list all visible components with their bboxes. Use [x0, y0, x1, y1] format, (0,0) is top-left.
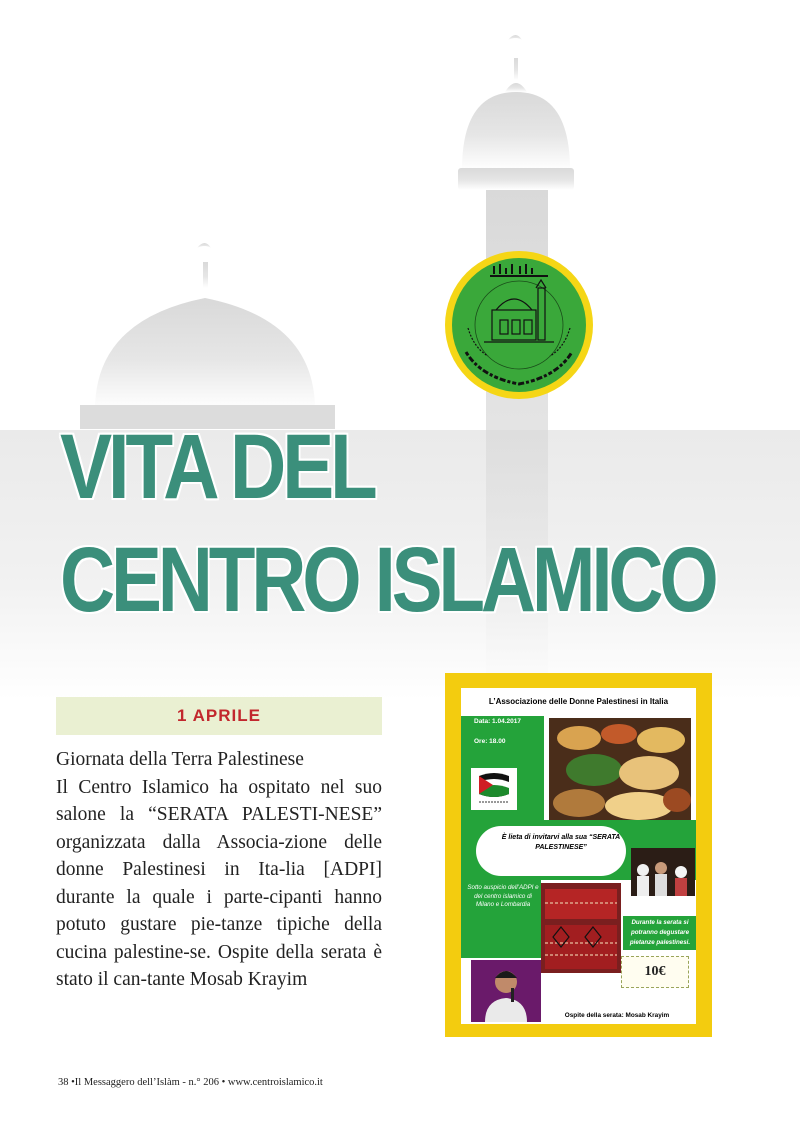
- embroidery-photo: [541, 883, 621, 973]
- poster-header: L’Associazione delle Donne Palestinesi in Italia: [488, 697, 669, 706]
- poster-date: Data: 1.04.2017: [474, 718, 521, 725]
- article-body: [56, 746, 382, 994]
- poster-price: 10€: [621, 956, 689, 988]
- poster-during: Durante la serata si potranno degustare pietanze palestinesi.: [623, 916, 696, 950]
- poster-sponsor: Sotto auspicio dell’ADPI e del centro islamico di Milano e Lombardia: [467, 884, 539, 908]
- poster-invite: È lieta di invitarvi alla sua “SERATA PALESTINESE”: [501, 834, 621, 851]
- singer-photo: [471, 960, 541, 1022]
- article-date: 1 APRILE: [56, 697, 382, 735]
- palestine-flag-icon: [471, 768, 517, 810]
- centro-islamico-logo: [444, 250, 594, 400]
- party-photo: [631, 848, 695, 896]
- food-photo: [549, 718, 691, 820]
- article-text: Il Centro Islamico ha ospitato nel suo salone la “SERATA PALESTI-NESE” organizzata dalla Associa-zione delle donne Palestinesi in Ita-lia [ADPI] durante la quale i parte-cipanti hanno potuto gustare pie-tanze tipiche della cucina palestine-se. Ospite della serata è stato il can-tante Mosab Krayim: [56, 776, 382, 990]
- poster-time: Ore: 18.00: [474, 738, 506, 745]
- page-footer: 38 •Il Messaggero dell’Islàm - n.° 206 • www.centroislamico.it: [58, 1077, 323, 1088]
- title-line-1: VITA DEL: [60, 416, 374, 518]
- event-poster: [445, 673, 712, 1037]
- poster-guest: Ospite della serata: Mosab Krayim: [564, 1012, 670, 1019]
- article-subtitle: Giornata della Terra Palestinese: [56, 749, 304, 770]
- title-line-2: CENTRO ISLAMICO: [60, 529, 715, 631]
